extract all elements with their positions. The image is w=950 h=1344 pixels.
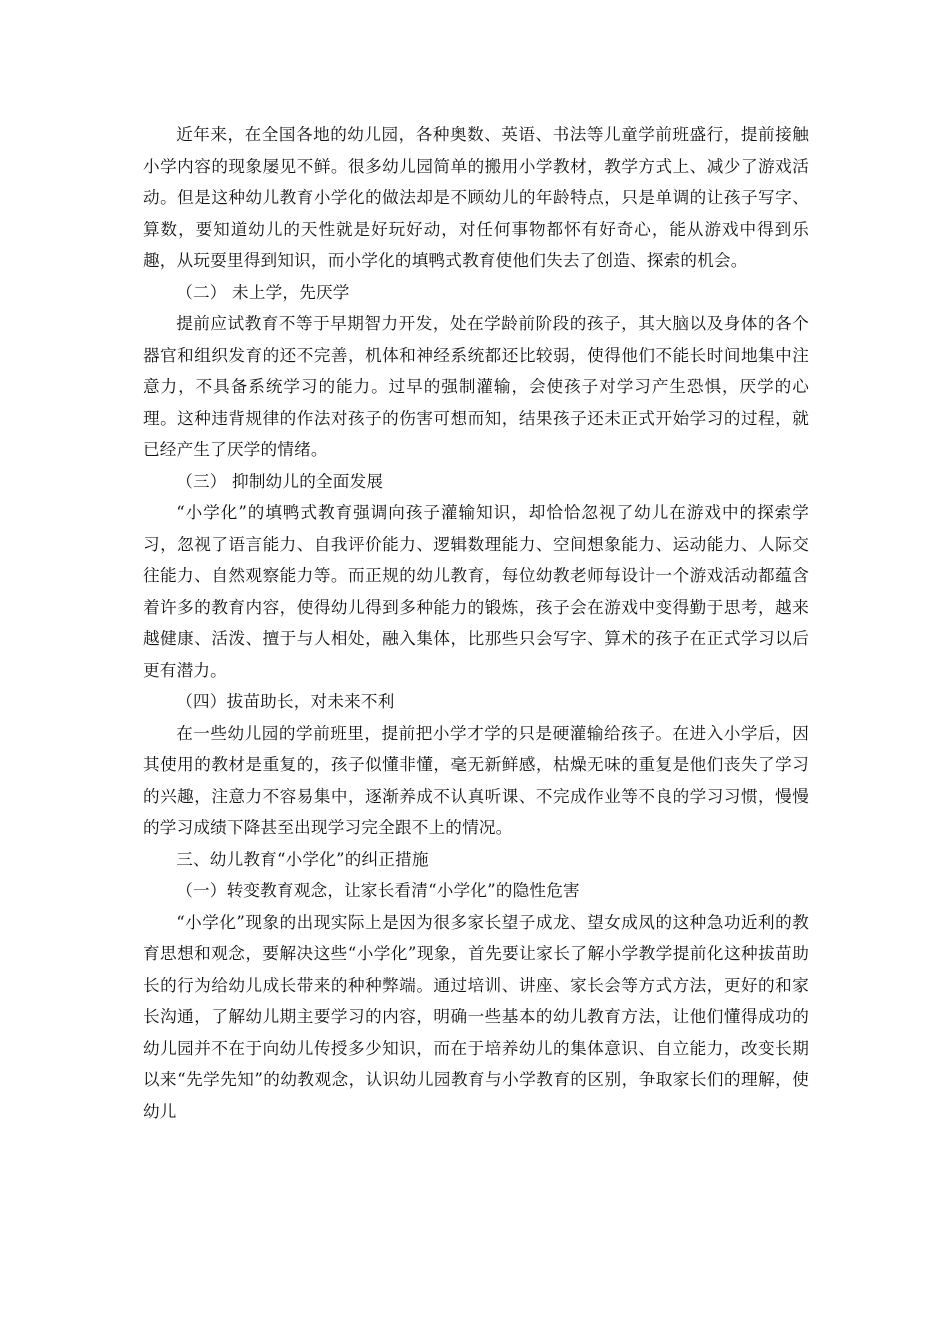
paragraph-cramming-education: “小学化”的填鸭式教育强调向孩子灌输知识，却恰恰忽视了幼儿在游戏中的探索学习，忽视了语言能力、自我评价能力、逻辑数理能力、空间想象能力、运动能力、人际交往能力、自然观察能力等。而正规的幼儿教育，每位幼教老师每设计一个游戏活动都蕴含着许多的教育内容，使得幼儿得到多种能力的锻炼，孩子会在游戏中变得勤于思考，越来越健康、活泼、擅于与人相处，融入集体，比那些只会写字、算术的孩子在正式学习以后更有潜力。 — [143, 503, 809, 680]
heading-corrective-measures: 三、幼儿教育“小学化”的纠正措施 — [176, 849, 429, 869]
paragraph-preschool-trend: 近年来，在全国各地的幼儿园，各种奥数、英语、书法等儿童学前班盛行，提前接触小学内容的现象屡见不鲜。很多幼儿园简单的搬用小学教材，教学方式上、减少了游戏活动。但是这种幼儿教育小学化的做法却是不顾幼儿的年龄特点，只是单调的让孩子写字、算数，要知道幼儿的天性就是好玩好动，对任何事物都怀有好奇心，能从游戏中得到乐趣，从玩耍里得到知识，而小学化的填鸭式教育使他们失去了创造、探索的机会。 — [143, 125, 809, 270]
paragraph-parent-communication: “小学化”现象的出现实际上是因为很多家长望子成龙、望女成凤的这种急功近利的教育思想和观念，要解决这些“小学化”现象，首先要让家长了解小学教学提前化这种拔苗助长的行为给幼儿成长带来的种种弊端。通过培训、讲座、家长会等方式方法，更好的和家长沟通，了解幼儿期主要学习的内容，明确一些基本的幼儿教育方法，让他们懂得成功的幼儿园并不在于向幼儿传授多少知识，而在于培养幼儿的集体意识、自立能力，改变长期以来“先学先知”的幼教观念，认识幼儿园教育与小学教育的区别，争取家长们的理解，使幼儿 — [143, 912, 809, 1121]
heading-harmful-to-future: （四）拔苗助长，对未来不利 — [176, 692, 395, 711]
document-body — [143, 119, 809, 1127]
paragraph-repetitive-materials: 在一些幼儿园的学前班里，提前把小学才学的只是硬灌输给孩子。在进入小学后，因其使用的教材是重复的，孩子似懂非懂，毫无新鲜感，枯燥无味的重复是他们丧失了学习的兴趣，注意力不容易集中，逐渐养成不认真听课、不完成作业等不良的学习习惯，慢慢的学习成绩下降甚至出现学习完全跟不上的情况。 — [143, 723, 809, 837]
heading-change-concepts: （一）转变教育观念，让家长看清“小学化”的隐性危害 — [176, 881, 580, 900]
heading-inhibits-development: （三） 抑制幼儿的全面发展 — [176, 471, 384, 491]
paragraph-early-exam-education: 提前应试教育不等于早期智力开发，处在学龄前阶段的孩子，其大脑以及身体的各个器官和组织发育的还不完善，机体和神经系统都还比较弱，使得他们不能长时间地集中注意力，不具备系统学习的能力。过早的强制灌输，会使孩子对学习产生恐惧，厌学的心理。这种违背规律的作法对孩子的伤害可想而知，结果孩子还未正式开始学习的过程，就已经产生了厌学的情绪。 — [143, 314, 809, 459]
heading-aversion-to-learning: （二） 未上学，先厌学 — [176, 282, 350, 302]
